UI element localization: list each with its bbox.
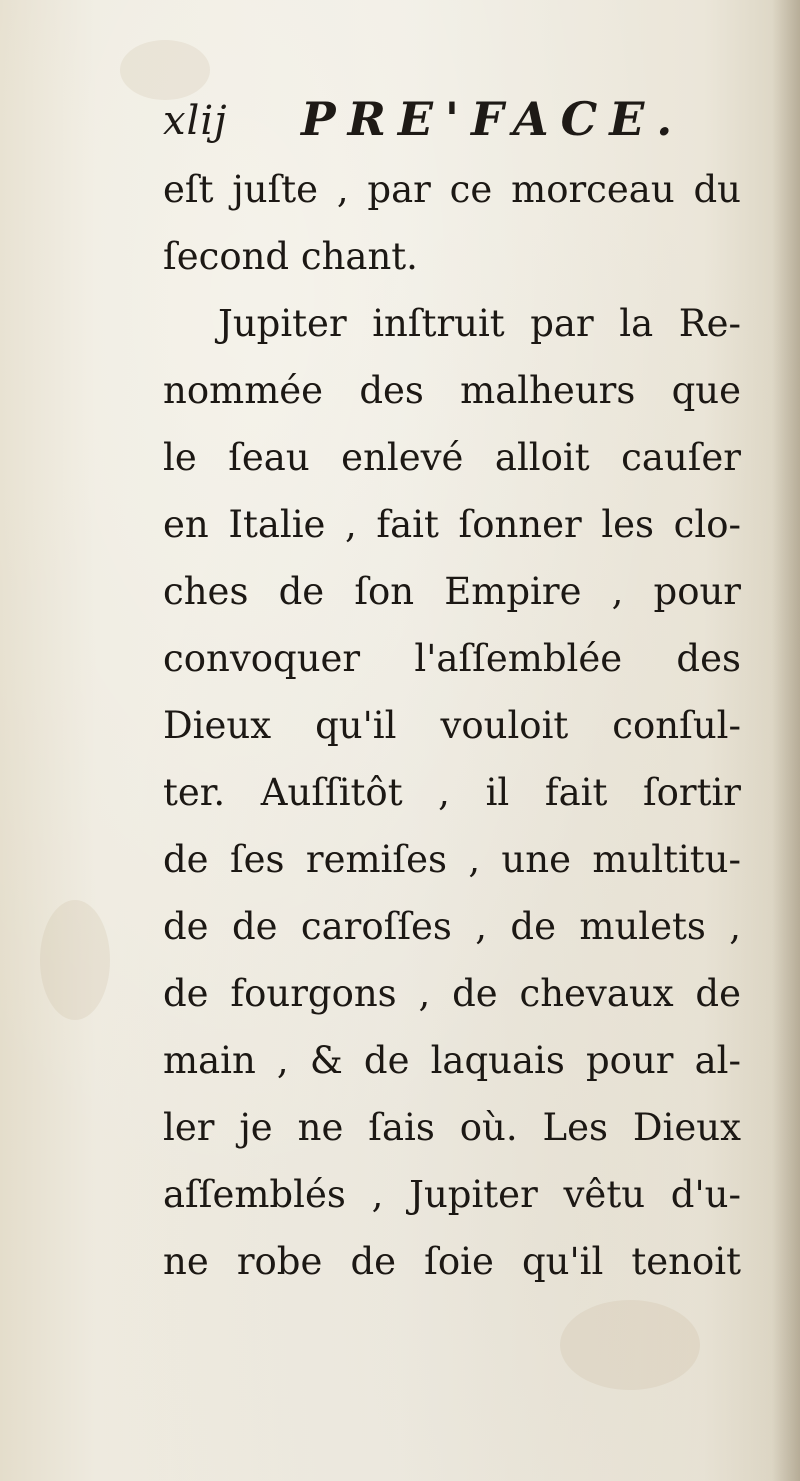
paper-stain (560, 1300, 700, 1390)
text-line: en Italie , fait ſonner les clo- (163, 503, 741, 546)
text-line: nommée des malheurs que (163, 369, 741, 412)
text-line: ter. Auſſitôt , il fait ſortir (163, 771, 741, 814)
body-text (163, 156, 741, 1295)
text-line: ne robe de ſoie qu'il tenoit (163, 1240, 741, 1283)
text-line: aſſemblés , Jupiter vêtu d'u- (163, 1173, 741, 1216)
text-line: de fourgons , de chevaux de (163, 972, 741, 1015)
text-line: convoquer l'aſſemblée des (163, 637, 741, 680)
text-line: Dieux qu'il vouloit conſul- (163, 704, 741, 747)
page-header (163, 92, 763, 156)
text-line: ches de ſon Empire , pour (163, 570, 741, 613)
text-line: eſt juſte , par ce morceau du (163, 168, 741, 211)
text-line: de ſes remiſes , une multitu- (163, 838, 741, 881)
text-line: Jupiter inſtruit par la Re- (218, 302, 741, 345)
paper-stain (120, 40, 210, 100)
text-line: le ſeau enlevé alloit cauſer (163, 436, 741, 479)
page-edge-shadow (772, 0, 800, 1481)
text-line: main , & de laquais pour al- (163, 1039, 741, 1082)
page-number: xlij (163, 98, 228, 144)
running-title: PRE'FACE. (301, 92, 685, 146)
text-line: de de caroſſes , de mulets , (163, 905, 741, 948)
text-line: ſecond chant. (163, 235, 418, 278)
paper-stain (40, 900, 110, 1020)
text-line: ler je ne ſais où. Les Dieux (163, 1106, 741, 1149)
